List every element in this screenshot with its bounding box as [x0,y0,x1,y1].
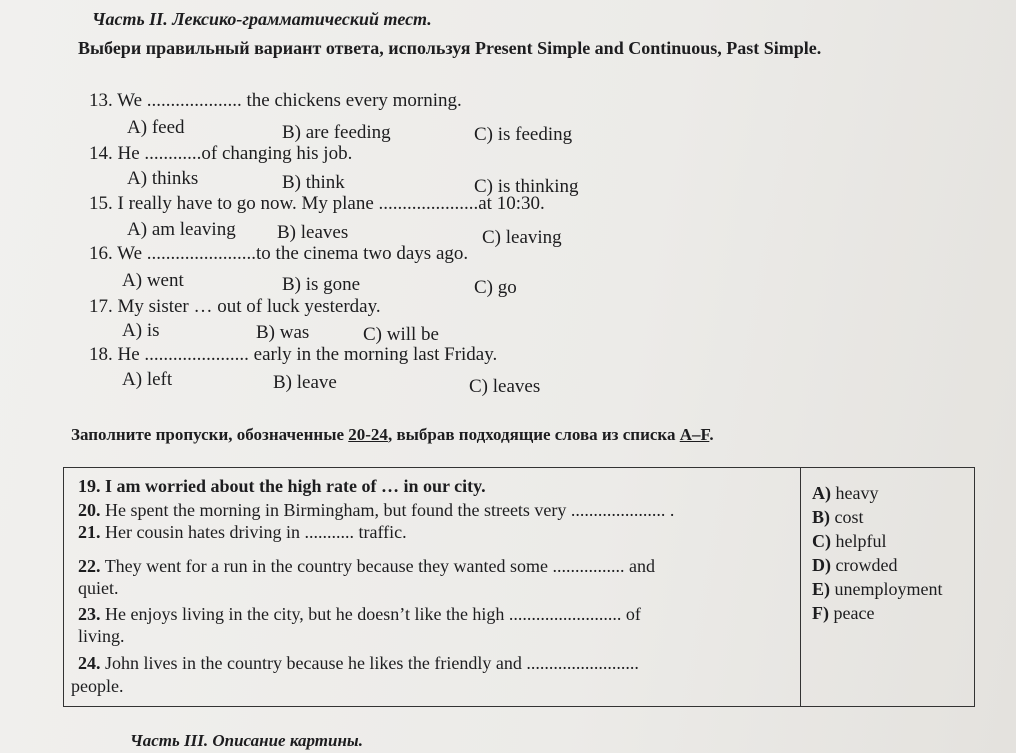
item-23: 23. He enjoys living in the city, but he doesn’t like the high ......................... of [78,604,641,624]
item-22: 22. They went for a run in the country because they wanted some ................ and [78,556,656,576]
option-14c: C) is thinking [474,176,579,197]
part2-instruction: Выбери правильный вариант ответа, используя Present Simple and Continuous, Past Simple. [78,38,822,58]
option-16a: A) went [122,270,184,291]
question-stem: He ............of changing his job. [117,143,353,164]
question-stem: We .................... the chickens every morning. [117,90,462,111]
item-20: 20. He spent the morning in Birmingham, but found the streets very ..................... . [78,500,675,520]
box-divider [800,467,801,707]
question-18 [89,344,497,366]
question-number: 15. [89,193,113,214]
option-13b: B) are feeding [282,122,391,143]
question-number: 18. [89,344,113,365]
option-15c: C) leaving [482,227,562,248]
question-16 [89,243,468,265]
option-14b: B) think [282,172,345,193]
part3-title: Часть III. Описание картины. [130,731,363,750]
option-17b: B) was [256,322,310,343]
item-21: 21. Her cousin hates driving in ........... traffic. [78,522,407,542]
word-c: C) helpful [812,531,887,551]
option-13c: C) is feeding [474,124,573,145]
option-18a: A) left [122,369,173,390]
part2-title: Часть II. Лексико-грамматический тест. [92,9,432,29]
fill-instruction: Заполните пропуски, обозначенные 20-24, выбрав подходящие слова из списка A–F. [71,425,714,444]
question-stem: We .......................to the cinema two days ago. [117,243,469,264]
item-19: 19. I am worried about the high rate of … in our city. [78,476,486,496]
option-18b: B) leave [273,372,337,393]
word-d: D) crowded [812,555,898,575]
question-stem: My sister … out of luck yesterday. [117,296,381,317]
option-16b: B) is gone [282,274,361,295]
item-24: 24. John lives in the country because he likes the friendly and ......................... [78,653,639,673]
option-17a: A) is [122,320,160,341]
option-14a: A) thinks [127,168,199,189]
question-15 [89,193,545,215]
option-17c: C) will be [363,324,439,345]
option-16c: C) go [474,277,517,298]
option-15a: A) am leaving [127,219,236,240]
word-f: F) peace [812,603,875,623]
question-number: 17. [89,296,113,317]
word-e: E) unemployment [812,579,943,599]
question-14 [89,143,352,165]
item-22-cont: quiet. [78,578,119,598]
question-stem: He ...................... early in the morning last Friday. [117,344,498,365]
option-18c: C) leaves [469,376,541,397]
question-number: 14. [89,143,113,164]
word-a: A) heavy [812,483,879,503]
option-13a: A) feed [127,117,185,138]
question-17 [89,296,381,318]
question-number: 13. [89,90,113,111]
item-24-cont: people. [71,676,124,696]
word-b: B) cost [812,507,864,527]
item-23-cont: living. [78,626,125,646]
option-15b: B) leaves [277,222,349,243]
question-stem: I really have to go now. My plane .....................at 10:30. [117,193,545,214]
question-number: 16. [89,243,113,264]
question-13 [89,90,462,112]
